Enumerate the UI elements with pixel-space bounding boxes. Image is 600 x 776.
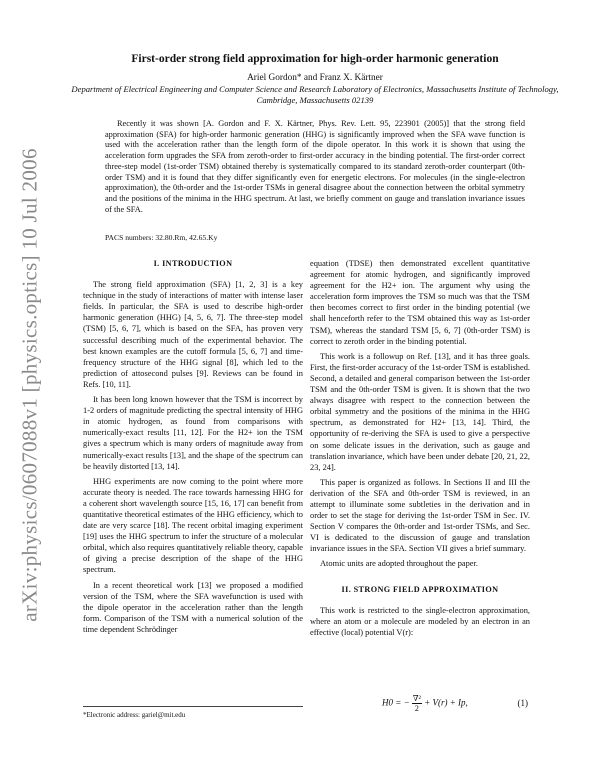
paper-title: First-order strong field approximation for high-order harmonic generation (131, 53, 499, 65)
equation-number: (1) (517, 698, 528, 708)
arxiv-sidebar (8, 150, 52, 620)
left-column (83, 258, 303, 639)
section-1-heading: I. INTRODUCTION (153, 259, 233, 268)
paragraph: This paper is organized as follows. In Sections II and III the derivation of the SFA and 0th-order TSM is reviewed, in an attempt to illuminate some subtleties in the derivation and in order to set the stage for deriving the 1st-order TSM in Sec. IV. Section V compares the 0th-order and 1st-order TSMs, and Sec. VI is dedicated to the discussion of gauge and translation invariance issues in the SFA. Section VII gives a brief summary. (310, 477, 530, 554)
paragraph: In a recent theoretical work [13] we proposed a modified version of the TSM, where the SFA wavefunction is used with the dipole operator in the acceleration rather than the length form. Comparison of the TSM with a numerical solution of the time dependent Schrödinger (83, 580, 303, 634)
paragraph: This work is restricted to the single-electron approximation, where an atom or a molecule are modeled by an electron in an effective (local) potential V(r): (310, 605, 530, 637)
equation-fraction (412, 694, 422, 713)
paper-authors: Ariel Gordon* and Franz X. Kärtner (247, 73, 383, 83)
paragraph: equation (TDSE) then demonstrated excellent quantitative agreement for atomic hydrogen, and significantly improved agreement for the H2+ ion. The argument why using the acceleration form improves the TSM so much was that the TSM then becomes correct to first order in the binding potential (we shall henceforth refer to the TSM obtained this way as 1st-order TSM), whereas the standard TSM [5, 6, 7] (0th-order TSM) is correct to zeroth order in the binding potential. (310, 259, 530, 346)
fraction-numerator: ∇² (412, 694, 421, 703)
paper-affiliation: Department of Electrical Engineering and Computer Science and Research Laboratory of Electronics, Massachusetts Institute of Technology, Cambridge, Massachusetts 02139 (71, 84, 559, 105)
right-column (310, 258, 530, 642)
paragraph: The strong field approximation (SFA) [1, 2, 3] is a key technique in the study of interactions of matter with intense laser fields. In particular, the SFA is used to describe high-order harmonic generation (HHG) [4, 5, 6, 7]. The three-step model (TSM) [5, 6, 7], which is based on the SFA, has proven very successful describing much of the experimental behavior. The best known examples are the cutoff formula [5, 6, 7] and time-frequency structure of the HHG signal [8], which led to the prediction of attosecond pulses [9]. Reviews can be found in Refs. [10, 11]. (83, 280, 303, 389)
paragraph: HHG experiments are now coming to the point where more accurate theory is needed. The race towards harnessing HHG for a coherent short wavelength source [15, 16, 17] can benefit from quantitative theoretical estimates of the HHG efficiency, which to date are very scarce [18]. The recent orbital imaging experiment [19] uses the HHG spectrum to infer the structure of a molecular orbital, which also requires quantitatively reliable theory, capable of giving a precise description of the shape of the HHG spectrum. (83, 476, 303, 575)
equation-body (382, 694, 468, 713)
arxiv-identifier: arXiv:physics/0607088v1 [physics.optics] 10 Jul 2006 (17, 148, 42, 622)
equation-1 (310, 692, 530, 714)
equation-rhs: + V(r) + Ip, (424, 697, 468, 708)
fraction-denominator: 2 (414, 704, 419, 713)
paragraph: This work is a followup on Ref. [13], and it has three goals. First, the first-order accuracy of the 1st-order TSM is established. Second, a detailed and general comparison between the 1st-order TSM and the 0th-order TSM is given. It is shown that the two always disagree with respect to the connection between the orbital symmetry and the positions of the minima in the HHG spectrum, as demonstrated for H2+ [13, 14]. Third, the opportunity of re-deriving the SFA is used to give a perspective on some delicate issues in the derivation, such as gauge and translation invariance, which have been under debate [20, 21, 22, 23, 24]. (310, 351, 530, 472)
paragraph: Atomic units are adopted throughout the paper. (320, 559, 478, 569)
footnote: *Electronic address: gariel@mit.edu (83, 706, 303, 719)
paragraph: It has been long known however that the TSM is incorrect by 1-2 orders of magnitude predicting the spectral intensity of HHG in atomic hydrogen, as found from comparisons with numerically-exact results [11, 12]. For the H2+ ion the TSM gives a spectrum which is many orders of magnitude away from numerically-exact results [13], and the shape of the spectrum can be heavily distorted [13, 14]. (83, 395, 303, 471)
equation-lhs: H0 = − (382, 697, 410, 708)
pacs-numbers: PACS numbers: 32.80.Rm, 42.65.Ky (105, 233, 218, 242)
section-2-heading: II. STRONG FIELD APPROXIMATION (341, 584, 499, 594)
abstract: Recently it was shown [A. Gordon and F. X. Kärtner, Phys. Rev. Lett. 95, 223901 (2005)] that the strong field approximation (SFA) for high-order harmonic generation (HHG) is significantly improved when the SFA wave function is used with the acceleration rather than the length form of the dipole operator. In this work it is shown that using the acceleration form upgrades the SFA from zeroth-order to first-order accuracy in the binding potential. The first-order correct three-step model (1st-order TSM) obtained thereby is systematically compared to its standard zeroth-order counterpart (0th-order TSM) and it is found that they differ significantly even for energetic electrons. For molecules (in the single-electron approximation), the 0th-order and the 1st-order TSMs in general disagree about the connection between the orbital symmetry and the positions of the minima in the HHG spectrum. At last, we briefly comment on gauge and translation invariance issues of the SFA. (105, 119, 525, 214)
